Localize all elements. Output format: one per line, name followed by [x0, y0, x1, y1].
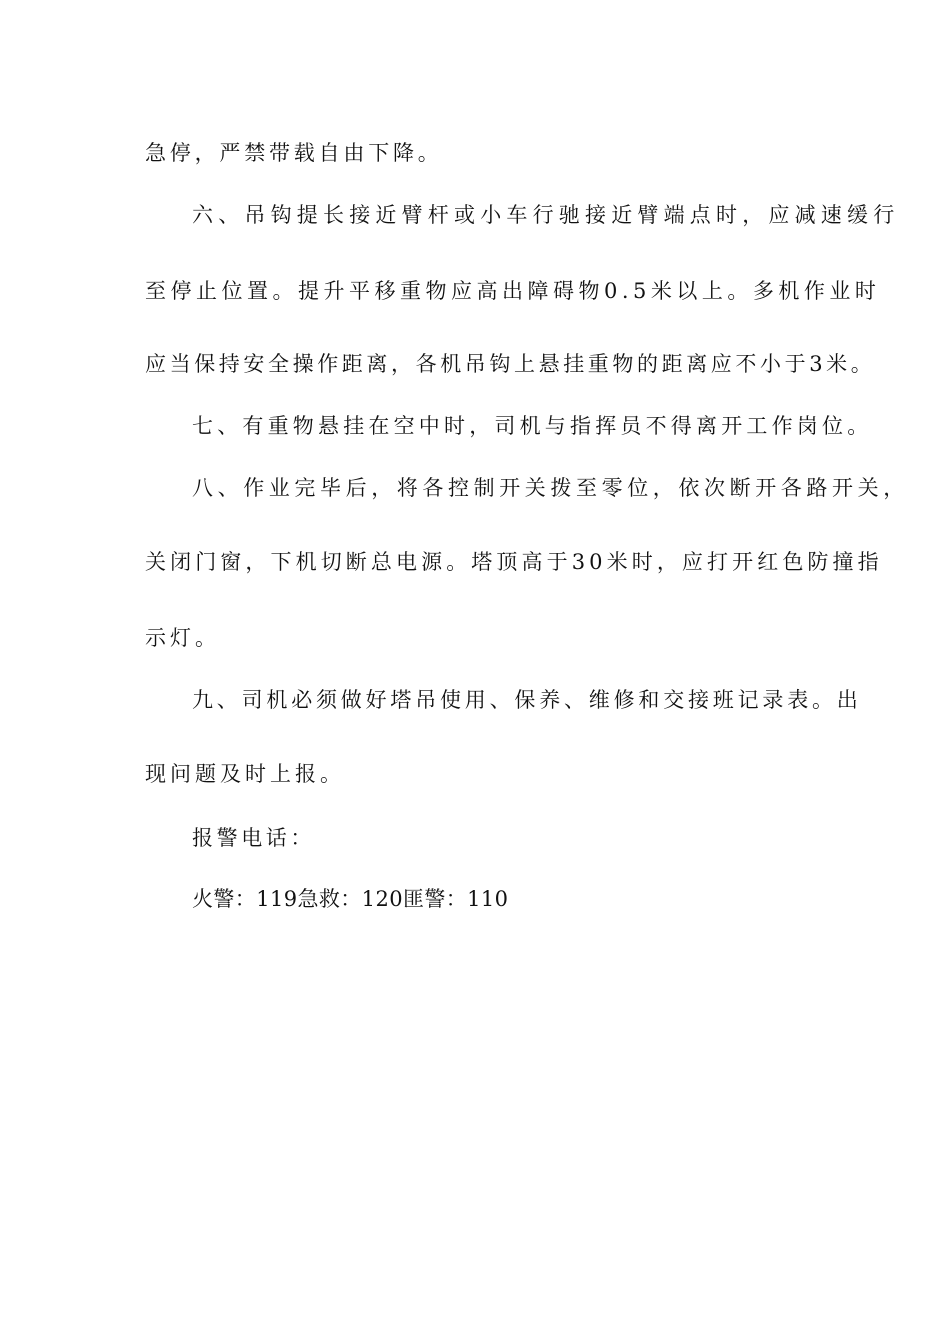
text-line-item-nine-cont: 现问题及时上报。 [145, 762, 345, 786]
text-line-item-six-cont-2: 应当保持安全操作距离，各机吊钩上悬挂重物的距离应不小于3米。 [145, 352, 876, 376]
text-line-item-seven: 七、有重物悬挂在空中时，司机与指挥员不得离开工作岗位。 [192, 414, 873, 438]
text-line-emergency-stop: 急停，严禁带载自由下降。 [145, 141, 443, 165]
text-line-item-eight: 八、作业完毕后，将各控制开关拨至零位，依次断开各路开关， [192, 476, 909, 500]
alarm-phone-heading: 报警电话： [192, 826, 315, 850]
text-line-item-six: 六、吊钩提长接近臂杆或小车行驰接近臂端点时，应减速缓行 [192, 203, 900, 227]
text-line-item-six-cont-1: 至停止位置。提升平移重物应高出障碍物0.5米以上。多机作业时 [145, 279, 881, 303]
text-line-item-nine: 九、司机必须做好塔吊使用、保养、维修和交接班记录表。出 [192, 688, 862, 712]
text-line-item-eight-cont-1: 关闭门窗，下机切断总电源。塔顶高于30米时，应打开红色防撞指 [145, 550, 883, 574]
alarm-phone-numbers: 火警：119急救：120匪警：110 [192, 887, 509, 911]
text-line-item-eight-cont-2: 示灯。 [145, 626, 220, 650]
